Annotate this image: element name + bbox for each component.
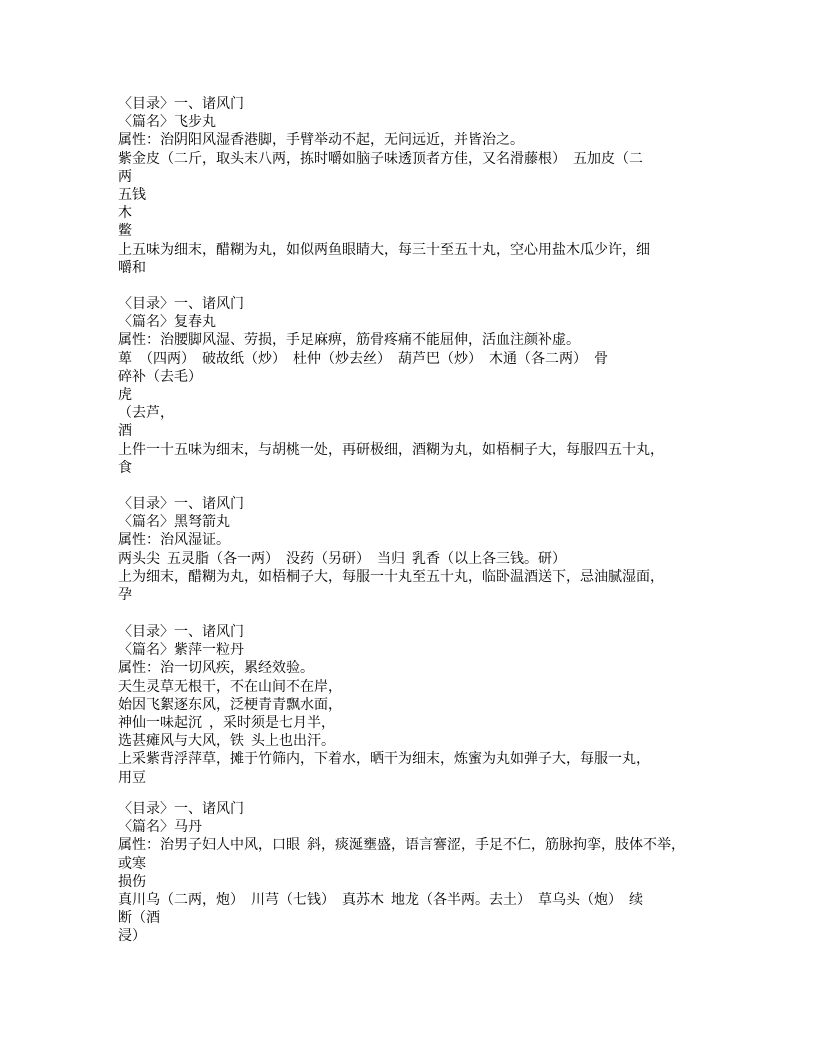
text-line: 食	[118, 460, 132, 476]
text-line: 属性：治阴阳风湿香港脚，手臂举动不起，无问远近，并皆治之。	[118, 133, 524, 149]
text-line: 嚼和	[118, 260, 146, 276]
text-line: 孕	[118, 587, 132, 603]
catalog-heading: 〈目录〉一、诸风门	[118, 802, 244, 817]
text-line: 两头尖 五灵脂（各一两） 没药（另研） 当归 乳香（以上各三钱。研）	[118, 551, 566, 567]
catalog-heading: 〈目录〉一、诸风门	[118, 625, 244, 640]
entry-heinujian-wan	[118, 496, 698, 605]
text-line: 五钱	[118, 187, 146, 203]
entry-madan	[118, 801, 698, 947]
text-line: 神仙一味起沉 ，采时须是七月半，	[118, 715, 335, 731]
text-line: 上五味为细末，醋糊为丸，如似两鱼眼睛大，每三十至五十丸，空心用盐木瓜少许，细	[118, 242, 650, 258]
text-line: 两	[118, 169, 132, 185]
text-line: 属性：治腰脚风湿、劳损，手足麻痹，筋骨疼痛不能屈伸，活血注颜补虚。	[118, 333, 580, 349]
text-line: 断（酒	[118, 911, 160, 927]
entry-feibu-wan	[118, 96, 698, 278]
text-line: 浸）	[118, 929, 146, 945]
entry-ziping-yilidan	[118, 624, 698, 788]
recipe-title: 〈篇名〉飞步丸	[118, 115, 216, 131]
text-line: 萆 （四两） 破故纸（炒） 杜仲（炒去丝） 葫芦巴（炒） 木通（各二两） 骨	[118, 351, 608, 367]
text-line: 天生灵草无根干，不在山间不在岸，	[118, 679, 342, 695]
text-line: 鳖	[118, 224, 132, 240]
text-line: 碎补（去毛）	[118, 369, 202, 385]
text-line: 上采紫背浮萍草，摊于竹筛内，下着水，晒干为细末，炼蜜为丸如弹子大，每服一丸，	[118, 752, 650, 768]
text-line: 属性：治男子妇人中风，口眼 斜，痰涎壅盛，语言謇涩，手足不仁，筋脉拘挛，肢体不举，	[118, 838, 685, 854]
text-line: 上件一十五味为细末，与胡桃一处，再研极细，酒糊为丸，如梧桐子大，每服四五十丸，	[118, 442, 664, 458]
text-line: 属性：治一切风疾，累经效验。	[118, 661, 314, 677]
text-line: 或寒	[118, 856, 146, 872]
text-line: 紫金皮（二斤，取头末八两，拣时嚼如脑子味透顶者方佳，又名滑藤根） 五加皮（二	[118, 151, 643, 167]
catalog-heading: 〈目录〉一、诸风门	[118, 497, 244, 512]
catalog-heading: 〈目录〉一、诸风门	[118, 97, 244, 112]
text-line: 上为细末，醋糊为丸，如梧桐子大，每服一十丸至五十丸，临卧温酒送下，忌油腻湿面，	[118, 569, 664, 585]
text-line: 用豆	[118, 770, 146, 786]
text-line: 损伤	[118, 874, 146, 890]
text-line: 选甚瘫风与大风，铁 头上也出汗。	[118, 734, 335, 750]
entry-fuchun-wan	[118, 296, 698, 478]
catalog-heading: 〈目录〉一、诸风门	[118, 297, 244, 312]
recipe-title: 〈篇名〉紫萍一粒丹	[118, 643, 244, 659]
text-line: 木	[118, 206, 132, 222]
text-line: 虎	[118, 387, 132, 403]
recipe-title: 〈篇名〉复春丸	[118, 315, 216, 331]
recipe-title: 〈篇名〉黑弩箭丸	[118, 515, 230, 531]
text-line: 属性：治风湿证。	[118, 533, 230, 549]
text-line: 始因飞絮逐东风，泛梗青青飘水面，	[118, 697, 342, 713]
text-line: （去芦，	[118, 406, 174, 422]
recipe-title: 〈篇名〉马丹	[118, 820, 202, 836]
text-line: 酒	[118, 424, 132, 440]
text-line: 真川乌（二两，炮） 川芎（七钱） 真苏木 地龙（各半两。去土） 草乌头（炮） 续	[118, 892, 643, 908]
